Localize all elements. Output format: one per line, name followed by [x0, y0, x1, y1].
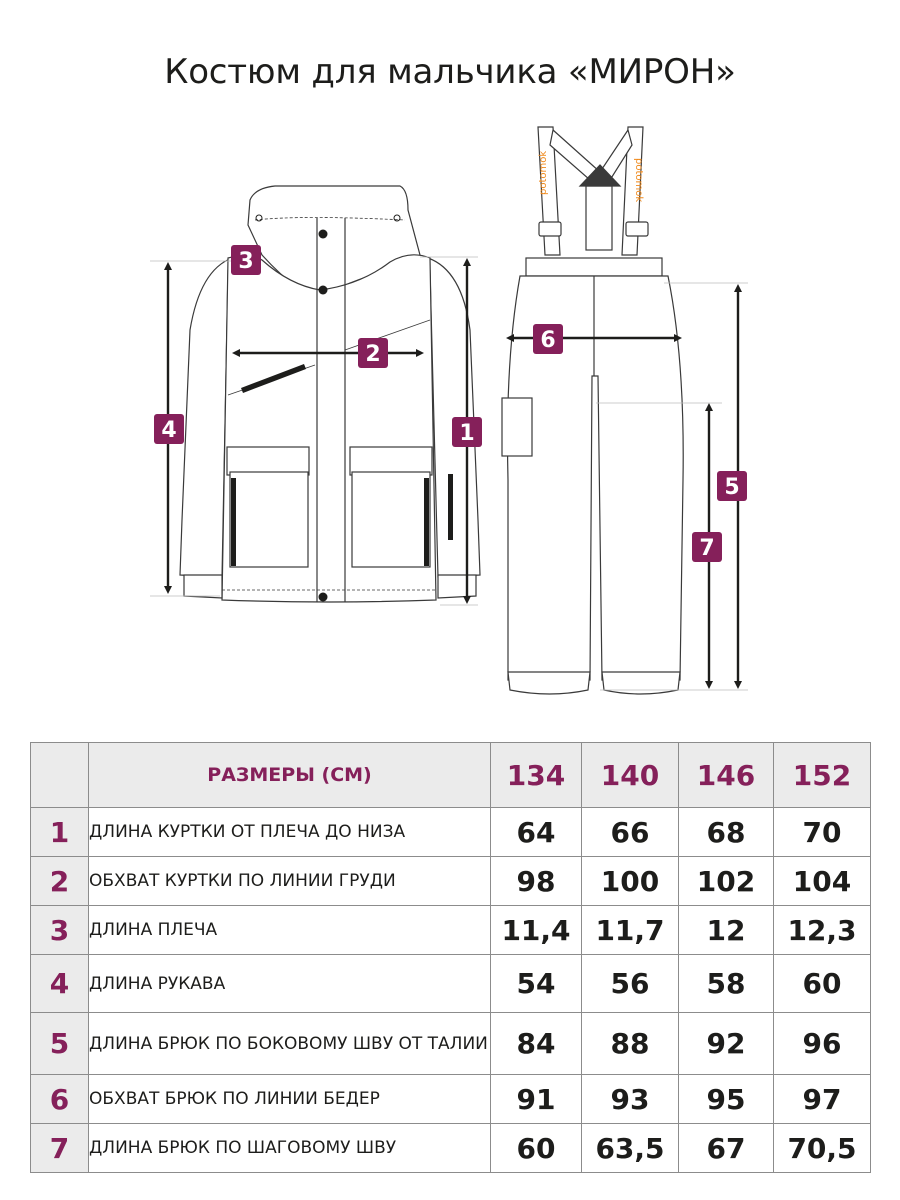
- value-cell: 88: [582, 1013, 679, 1075]
- marker-badge-1: [452, 417, 482, 447]
- row-number: 4: [31, 955, 89, 1013]
- jacket-drawing: [180, 186, 480, 602]
- value-cell: 11,4: [491, 906, 582, 955]
- table-header-row: [31, 743, 871, 808]
- row-number: 2: [31, 857, 89, 906]
- value-cell: 70: [774, 808, 871, 857]
- value-cell: 64: [491, 808, 582, 857]
- value-cell: 12: [679, 906, 774, 955]
- table-row: [31, 906, 871, 955]
- table-corner-cell: [31, 743, 89, 808]
- row-number: 6: [31, 1075, 89, 1124]
- table-row: [31, 1075, 871, 1124]
- value-cell: 97: [774, 1075, 871, 1124]
- garment-diagram: [0, 110, 900, 710]
- value-cell: 67: [679, 1124, 774, 1173]
- value-cell: 104: [774, 857, 871, 906]
- size-header-140: 140: [582, 743, 679, 808]
- table-header-label: РАЗМЕРЫ (СМ): [89, 743, 491, 808]
- value-cell: 70,5: [774, 1124, 871, 1173]
- row-label: ОБХВАТ КУРТКИ ПО ЛИНИИ ГРУДИ: [89, 857, 491, 906]
- table-row: [31, 857, 871, 906]
- marker-badge-3: [231, 245, 261, 275]
- row-number: 7: [31, 1124, 89, 1173]
- value-cell: 98: [491, 857, 582, 906]
- size-header-146: 146: [679, 743, 774, 808]
- row-label: ДЛИНА РУКАВА: [89, 955, 491, 1013]
- value-cell: 93: [582, 1075, 679, 1124]
- value-cell: 66: [582, 808, 679, 857]
- value-cell: 54: [491, 955, 582, 1013]
- row-label: ДЛИНА БРЮК ПО ШАГОВОМУ ШВУ: [89, 1124, 491, 1173]
- value-cell: 58: [679, 955, 774, 1013]
- svg-text:potomok: potomok: [633, 158, 644, 203]
- svg-text:2: 2: [365, 342, 381, 367]
- svg-text:3: 3: [238, 249, 254, 274]
- value-cell: 95: [679, 1075, 774, 1124]
- value-cell: 12,3: [774, 906, 871, 955]
- value-cell: 68: [679, 808, 774, 857]
- value-cell: 96: [774, 1013, 871, 1075]
- svg-text:potomok: potomok: [538, 150, 549, 195]
- value-cell: 100: [582, 857, 679, 906]
- table-row: [31, 808, 871, 857]
- svg-text:1: 1: [459, 421, 475, 446]
- marker-badge-6: [533, 324, 563, 354]
- svg-text:4: 4: [161, 418, 177, 443]
- table-row: [31, 955, 871, 1013]
- marker-badge-5: [717, 471, 747, 501]
- row-label: ДЛИНА ПЛЕЧА: [89, 906, 491, 955]
- row-number: 1: [31, 808, 89, 857]
- svg-text:5: 5: [724, 475, 740, 500]
- value-cell: 60: [491, 1124, 582, 1173]
- value-cell: 56: [582, 955, 679, 1013]
- value-cell: 60: [774, 955, 871, 1013]
- table-row: [31, 1124, 871, 1173]
- page-title: Костюм для мальчика «МИРОН»: [164, 52, 736, 92]
- row-label: ОБХВАТ БРЮК ПО ЛИНИИ БЕДЕР: [89, 1075, 491, 1124]
- svg-text:7: 7: [699, 536, 715, 561]
- svg-text:6: 6: [540, 328, 556, 353]
- size-table: [30, 742, 871, 1173]
- row-label: ДЛИНА КУРТКИ ОТ ПЛЕЧА ДО НИЗА: [89, 808, 491, 857]
- value-cell: 91: [491, 1075, 582, 1124]
- row-label: ДЛИНА БРЮК ПО БОКОВОМУ ШВУ ОТ ТАЛИИ: [89, 1013, 491, 1075]
- value-cell: 11,7: [582, 906, 679, 955]
- row-number: 3: [31, 906, 89, 955]
- pants-drawing: [502, 127, 683, 694]
- value-cell: 84: [491, 1013, 582, 1075]
- value-cell: 63,5: [582, 1124, 679, 1173]
- table-row: [31, 1013, 871, 1075]
- value-cell: 92: [679, 1013, 774, 1075]
- marker-badge-4: [154, 414, 184, 444]
- marker-badge-2: [358, 338, 388, 368]
- marker-badge-7: [692, 532, 722, 562]
- row-number: 5: [31, 1013, 89, 1075]
- size-header-152: 152: [774, 743, 871, 808]
- size-header-134: 134: [491, 743, 582, 808]
- value-cell: 102: [679, 857, 774, 906]
